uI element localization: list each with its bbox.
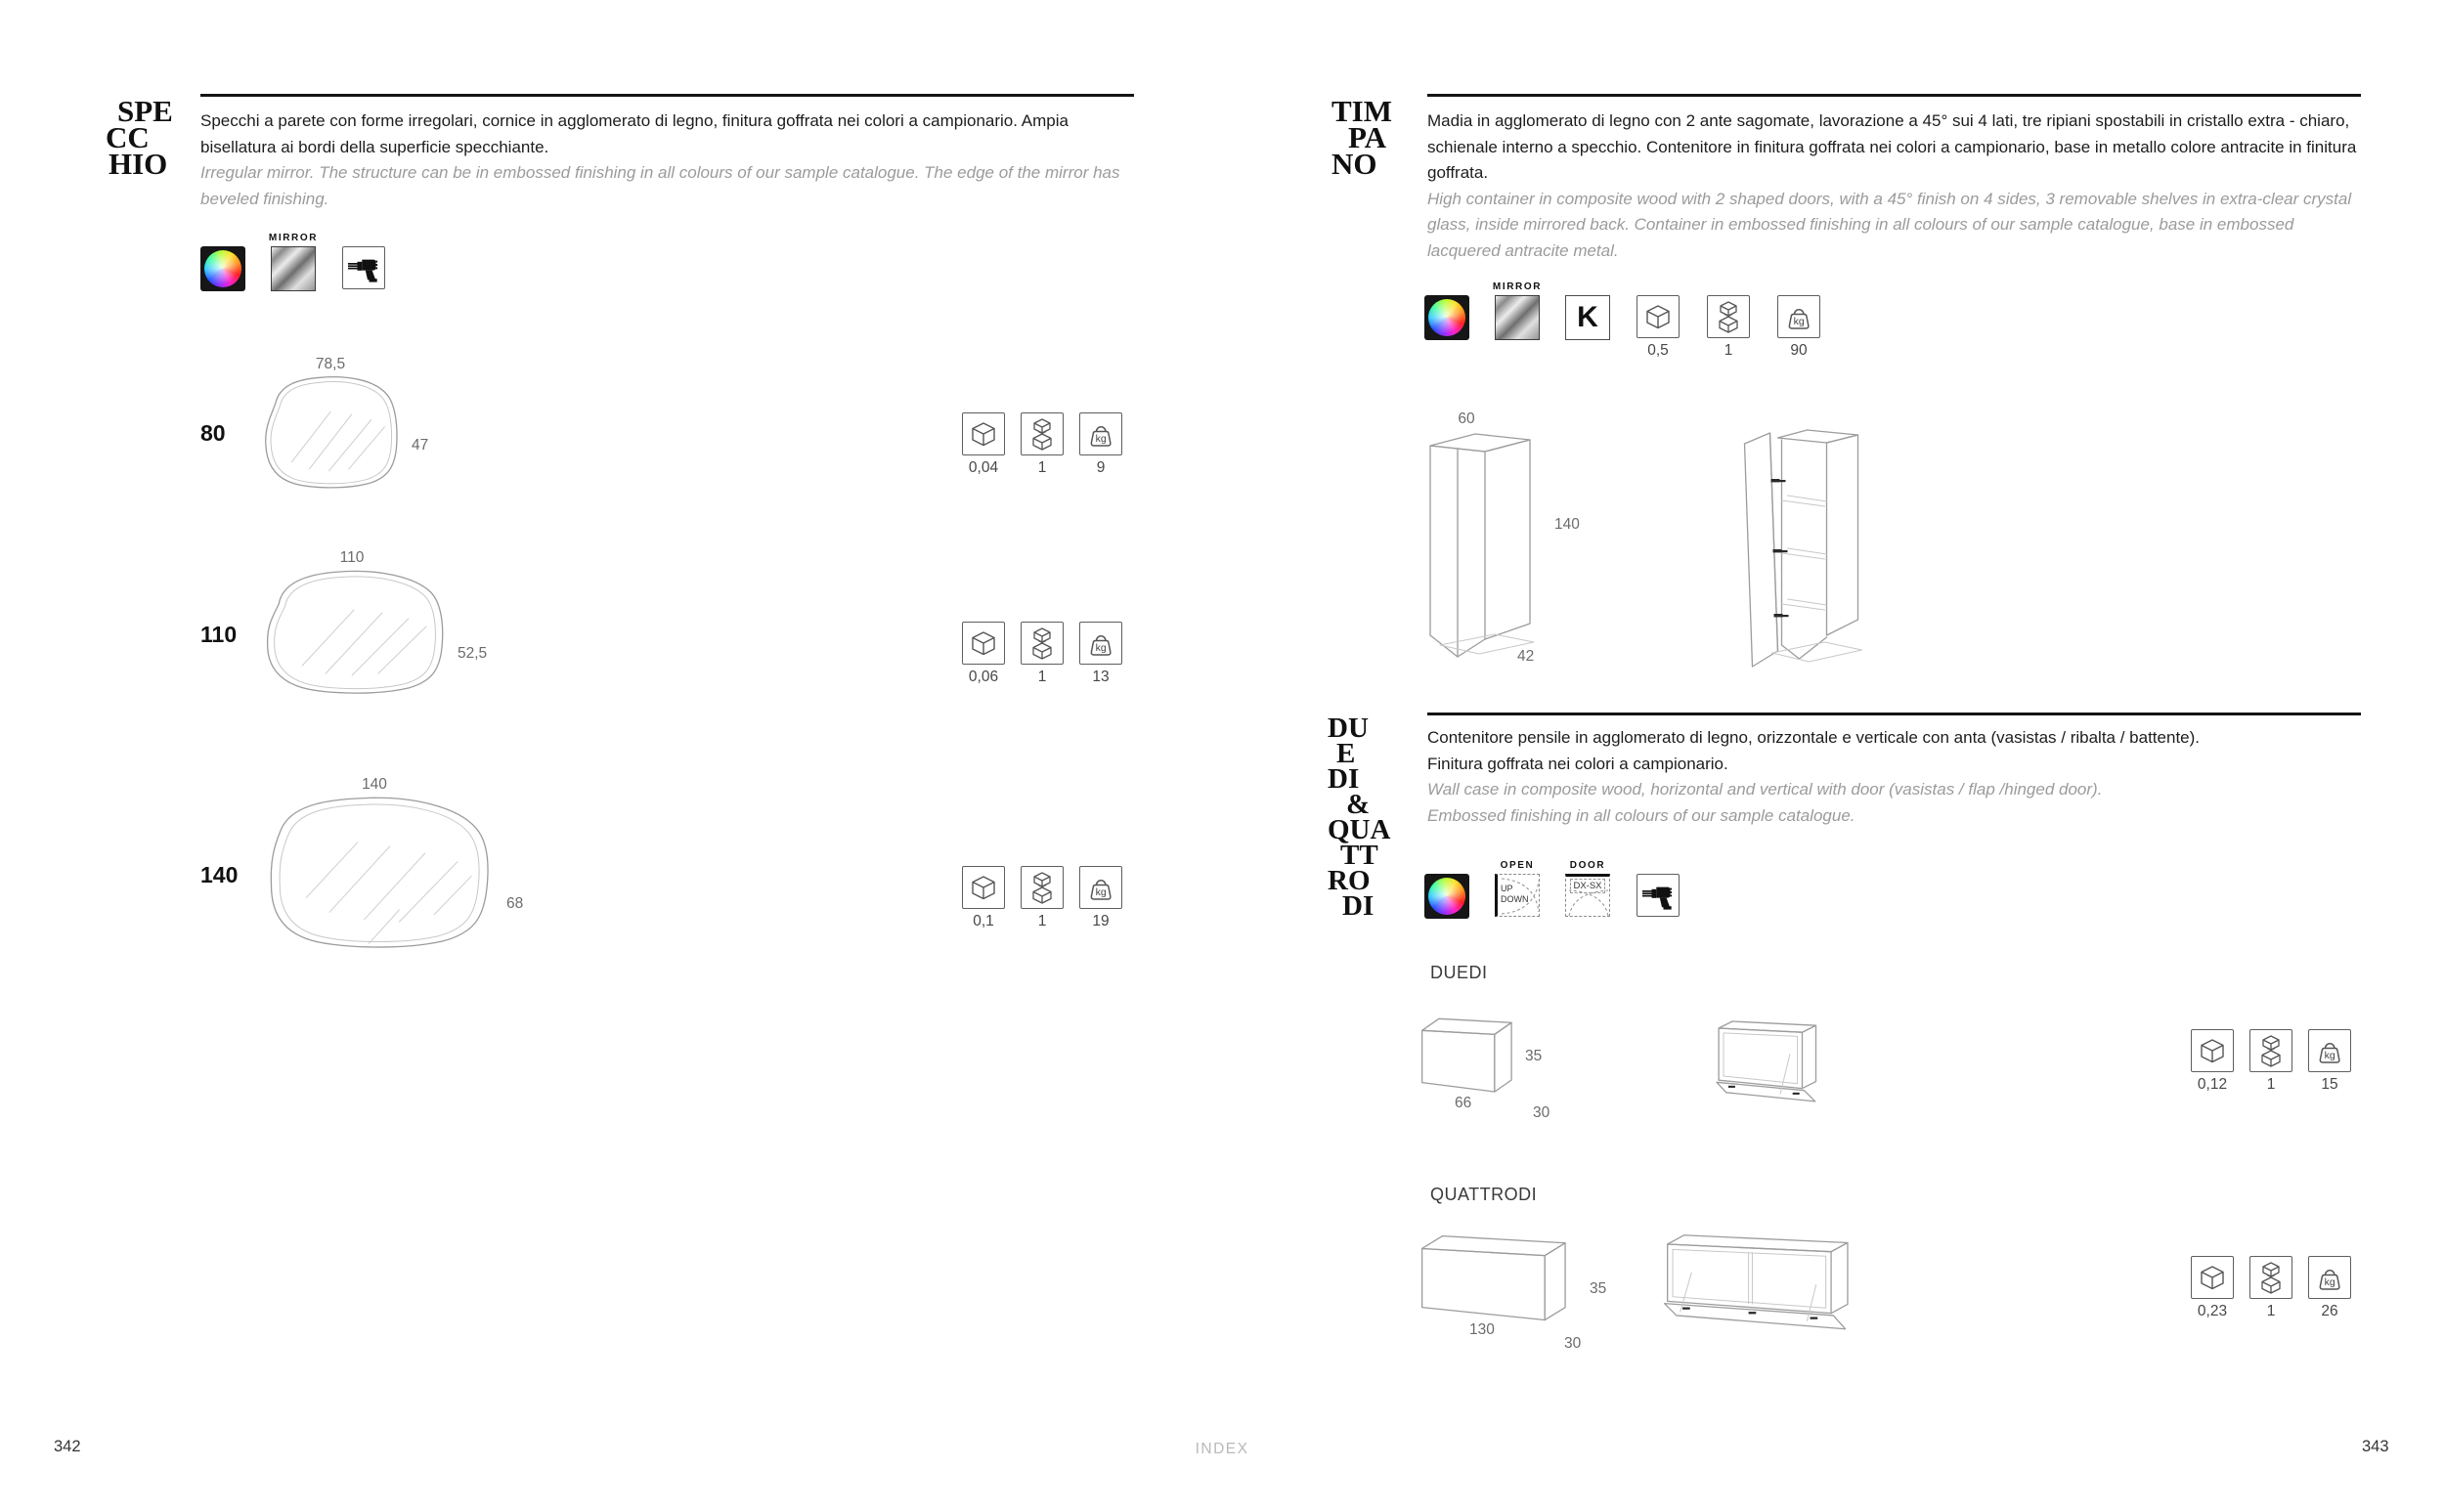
title-line: RO [1328,865,1371,896]
duedi-closed-drawing [1419,1010,1523,1100]
quattrodi-open-drawing [1660,1224,1870,1349]
title-line: DI [1342,890,1375,922]
description-english: High container in composite wood with 2 shaped doors, with a 45° finish on 4 sides, 3 removable shelves in extra-clear crystal glass, inside mirrored back. Container in embossed finishing in all colours of our sample catalogue, base in embossed lacquered antracite metal. [1427,189,2352,260]
duedi-name: DUEDI [1430,963,1488,982]
title-line: & [1346,789,1371,820]
volume-icon [962,866,1005,909]
mirror-80-drawing [260,371,401,495]
volume-icon [962,622,1005,665]
title-line: DU [1328,713,1369,744]
package-cell [1706,281,1751,360]
timpano-closed-drawing [1418,422,1541,667]
volume-value: 0,5 [1647,342,1669,359]
package-count-icon [1021,622,1064,665]
quattrodi-width-dim: 130 [1469,1321,1495,1338]
description-english-line: Wall case in composite wood, horizontal and vertical with door (vasistas / flap /hinged door). [1427,780,2103,799]
color-sample-icon [1424,295,1469,340]
timpano-open-drawing [1738,418,1880,670]
package-count-value: 1 [2266,1076,2276,1093]
timpano-depth-dim: 42 [1517,648,1535,665]
package-count-icon [1021,866,1064,909]
color-sample-icon [200,246,245,291]
package-count-value: 1 [1724,342,1733,359]
mirror-finish-label: MIRROR [268,233,319,243]
index-link[interactable]: INDEX [1195,1441,1249,1457]
mirror-110-width-dim: 110 [339,549,365,566]
mirror-80-specs [961,412,1123,477]
title-line: TT [1340,840,1378,871]
volume-value: 0,04 [968,459,999,476]
color-sample-icon [1424,874,1469,919]
weight-value: 26 [2321,1303,2338,1319]
weight-value: 19 [1092,913,1110,929]
volume-value: 0,12 [2197,1076,2228,1093]
weight-icon [1079,866,1122,909]
mirror-110-drawing [260,565,448,702]
mirror-finish-icon [271,246,316,291]
quattrodi-depth-dim: 30 [1564,1335,1582,1352]
title-line: PA [1348,120,1387,154]
drill-icon [1637,874,1680,917]
mirror-finish-cell [1492,281,1543,362]
package-count-value: 1 [1037,459,1047,476]
k-glass-icon: K [1565,295,1610,340]
door-direction-cell [1565,859,1610,917]
title-line: DI [1328,763,1360,795]
duedi-width-dim: 66 [1455,1095,1472,1111]
timpano-icons [1424,281,1821,362]
timpano-height-dim: 140 [1554,516,1580,533]
assembly-cell [1636,859,1680,917]
title-line: SPE [117,94,173,128]
title-line: E [1336,738,1356,769]
timpano-width-dim: 60 [1458,410,1475,427]
weight-icon [1079,622,1122,665]
description-english: Irregular mirror. The structure can be in embossed finishing in all colours of our sample catalogue. The edge of the mirror has beveled finishing. [200,163,1120,208]
volume-icon [1637,295,1680,338]
mirror-finish-cell [268,232,319,291]
specchio-description [200,108,1137,212]
quattrodi-specs [2190,1256,2352,1320]
specchio-finish-icons [200,232,386,291]
open-down-label: DOWN [1501,893,1529,904]
volume-icon [962,412,1005,455]
quattrodi-closed-drawing [1419,1228,1586,1331]
weight-cell [1776,281,1821,360]
mirror-80-size: 80 [200,420,226,446]
title-line: HIO [109,147,168,181]
mirror-110-size: 110 [200,622,238,647]
weight-value: 13 [1092,669,1110,685]
open-icon-title: OPEN [1500,860,1535,871]
title-line: TIM [1331,94,1392,128]
volume-icon [2191,1256,2234,1299]
package-count-icon [1021,412,1064,455]
description-english-line: Embossed finishing in all colours of our sample catalogue. [1427,805,1855,825]
weight-value: 15 [2321,1076,2338,1093]
duedi-quattrodi-description [1427,725,2364,829]
volume-value: 0,23 [2197,1303,2228,1319]
package-count-icon [2249,1029,2292,1072]
quattrodi-height-dim: 35 [1590,1280,1607,1297]
mirror-140-specs [961,866,1123,930]
weight-value: 9 [1096,459,1106,476]
open-direction-cell [1495,859,1540,917]
mirror-110-height-dim: 52,5 [458,645,488,662]
drill-icon [342,246,385,289]
weight-icon [1777,295,1820,338]
weight-value: 90 [1790,342,1808,359]
weight-icon [2308,1256,2351,1299]
package-count-value: 1 [2266,1303,2276,1319]
section-rule [1427,94,2361,97]
mirror-finish-label: MIRROR [1492,281,1543,292]
mirror-finish-icon [1495,295,1540,340]
weight-icon [1079,412,1122,455]
section-rule [200,94,1134,97]
quattrodi-name: QUATTRODI [1430,1185,1538,1204]
timpano-title [1331,94,1392,181]
volume-value: 0,1 [973,913,994,929]
door-dx-sx-icon [1565,874,1610,917]
weight-icon [2308,1029,2351,1072]
timpano-description [1427,108,2364,264]
mirror-140-size: 140 [200,862,239,887]
volume-icon [2191,1029,2234,1072]
package-count-icon [2249,1256,2292,1299]
mirror-80-height-dim: 47 [412,437,429,454]
package-count-icon [1707,295,1750,338]
description-italian-line: Contenitore pensile in agglomerato di legno, orizzontale e verticale con anta (vasistas / ribalta / battente). [1427,728,2201,747]
duedi-quattrodi-icons [1424,859,1680,919]
volume-cell [1636,281,1680,360]
door-icon-title: DOOR [1569,860,1606,871]
description-italian: Specchi a parete con forme irregolari, cornice in agglomerato di legno, finitura goffrata nei colori a campionario. Ampia bisellatura ai bordi della superficie specchiante. [200,111,1069,156]
open-up-down-icon [1495,874,1540,917]
mirror-80-width-dim: 78,5 [315,356,346,372]
mirror-110-specs [961,622,1123,686]
assembly-cell [341,232,386,289]
specchio-title [106,94,173,181]
description-italian-line: Finitura goffrata nei colori a campionario. [1427,754,1728,773]
page-number-left: 342 [54,1438,81,1455]
duedi-height-dim: 35 [1525,1048,1543,1064]
duedi-depth-dim: 30 [1533,1104,1550,1121]
finish-colors-cell [1424,859,1469,919]
duedi-quattrodi-title [1328,713,1391,922]
open-up-label: UP [1501,884,1513,893]
mirror-140-drawing [262,790,495,958]
volume-value: 0,06 [968,669,999,685]
glass-class-cell [1565,281,1610,362]
mirror-140-width-dim: 140 [362,776,387,793]
page-number-right: 343 [2362,1438,2389,1455]
duedi-open-drawing [1713,1015,1830,1110]
finish-colors-cell [1424,281,1469,362]
title-line: CC [106,120,150,154]
finish-colors-cell [200,232,245,291]
mirror-140-height-dim: 68 [506,895,524,912]
title-line: QUA [1328,814,1391,845]
package-count-value: 1 [1037,913,1047,929]
package-count-value: 1 [1037,669,1047,685]
duedi-specs [2190,1029,2352,1094]
title-line: NO [1331,147,1377,181]
description-italian: Madia in agglomerato di legno con 2 ante sagomate, lavorazione a 45° sui 4 lati, tre ripiani spostabili in cristallo extra - chiaro, schienale interno a specchio. Contenitore in finitura goffrata nei colori a campionario, base in metallo colore antracite in finitura goffrata. [1427,111,2357,182]
section-rule [1427,713,2361,715]
door-dxsx-label: DX-SX [1570,879,1605,893]
